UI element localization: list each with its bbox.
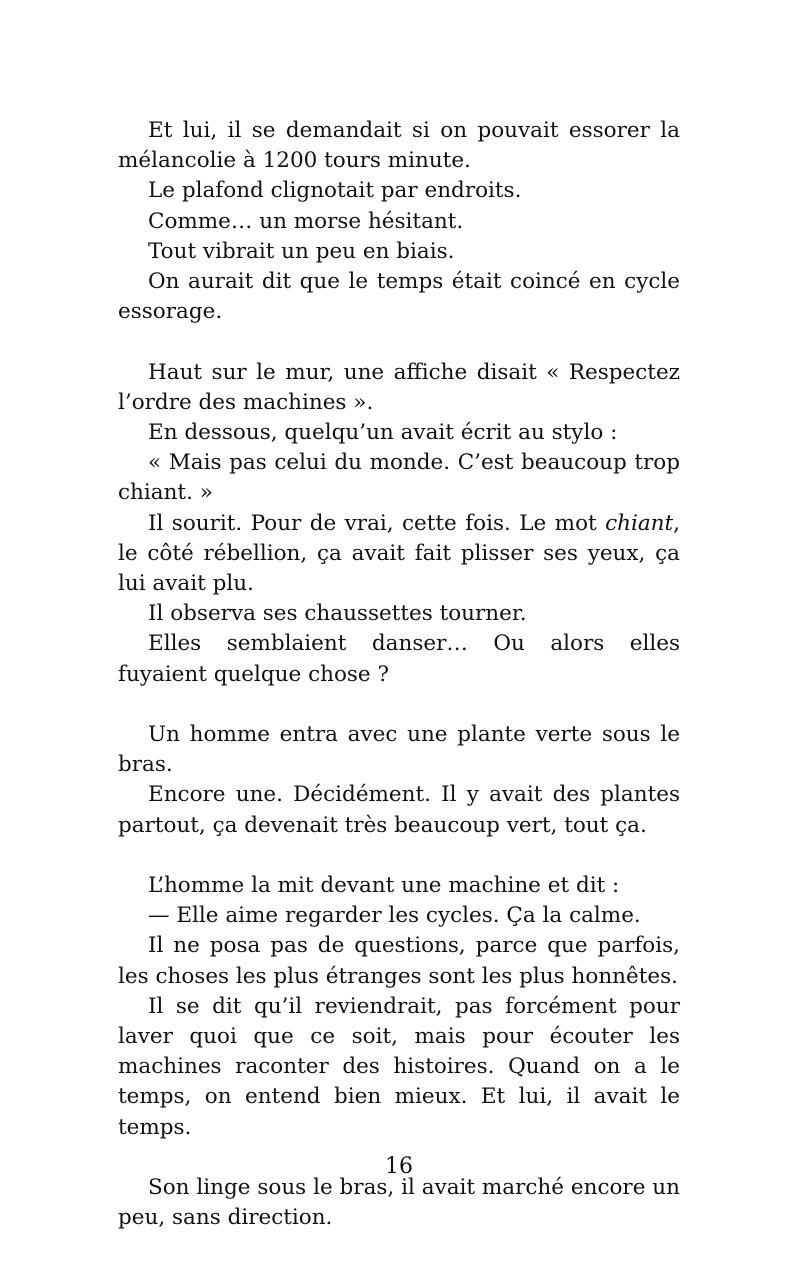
paragraph: Il observa ses chaussettes tourner. <box>148 601 527 627</box>
paragraph-text-after: , le côté rébellion, ça avait fait plisser ses yeux, ça lui avait plu. <box>118 510 680 597</box>
paragraph: Et lui, il se demandait si on pouvait essorer la mélancolie à 1200 tours minute. <box>118 118 680 174</box>
paragraph: Un homme entra avec une plante verte sous le bras. <box>118 722 680 778</box>
paragraph: On aurait dit que le temps était coincé en cycle essorage. <box>118 269 680 325</box>
paragraph: Il ne posa pas de questions, parce que parfois, les choses les plus étranges sont les plus honnêtes. <box>118 933 680 989</box>
body-text <box>118 116 680 1233</box>
paragraph: Tout vibrait un peu en biais. <box>148 238 455 264</box>
paragraph: Encore une. Décidément. Il y avait des plantes partout, ça devenait très beaucoup vert, tout ça. <box>118 782 680 838</box>
paragraph-with-emphasis <box>118 509 680 600</box>
paragraph: Son linge sous le bras, il avait marché encore un peu, sans direction. <box>118 1175 680 1231</box>
paragraph: En dessous, quelqu’un avait écrit au stylo : <box>148 420 618 446</box>
paragraph: « Mais pas celui du monde. C’est beaucoup trop chiant. » <box>118 450 680 506</box>
paragraph: Il se dit qu’il reviendrait, pas forcément pour laver quoi que ce soit, mais pour écouter les machines raconter des histoires. Quand on a le temps, on entend bien mieux. Et lui, il avait le temps. <box>118 993 680 1140</box>
paragraph: Elles semblaient danser… Ou alors elles fuyaient quelque chose ? <box>118 631 680 687</box>
paragraph-text-before: Il sourit. Pour de vrai, cette fois. Le mot <box>148 510 606 536</box>
paragraph: Haut sur le mur, une affiche disait « Respectez l’ordre des machines ». <box>118 359 680 415</box>
section-break <box>118 841 680 871</box>
emphasized-word: chiant <box>605 510 674 536</box>
section-break <box>118 327 680 357</box>
paragraph: Le plafond clignotait par endroits. <box>148 178 522 204</box>
paragraph: L’homme la mit devant une machine et dit : <box>148 873 620 899</box>
paragraph: Comme… un morse hésitant. <box>148 208 464 234</box>
page-number: 16 <box>385 1154 413 1179</box>
section-break <box>118 690 680 720</box>
paragraph: — Elle aime regarder les cycles. Ça la calme. <box>148 903 641 929</box>
